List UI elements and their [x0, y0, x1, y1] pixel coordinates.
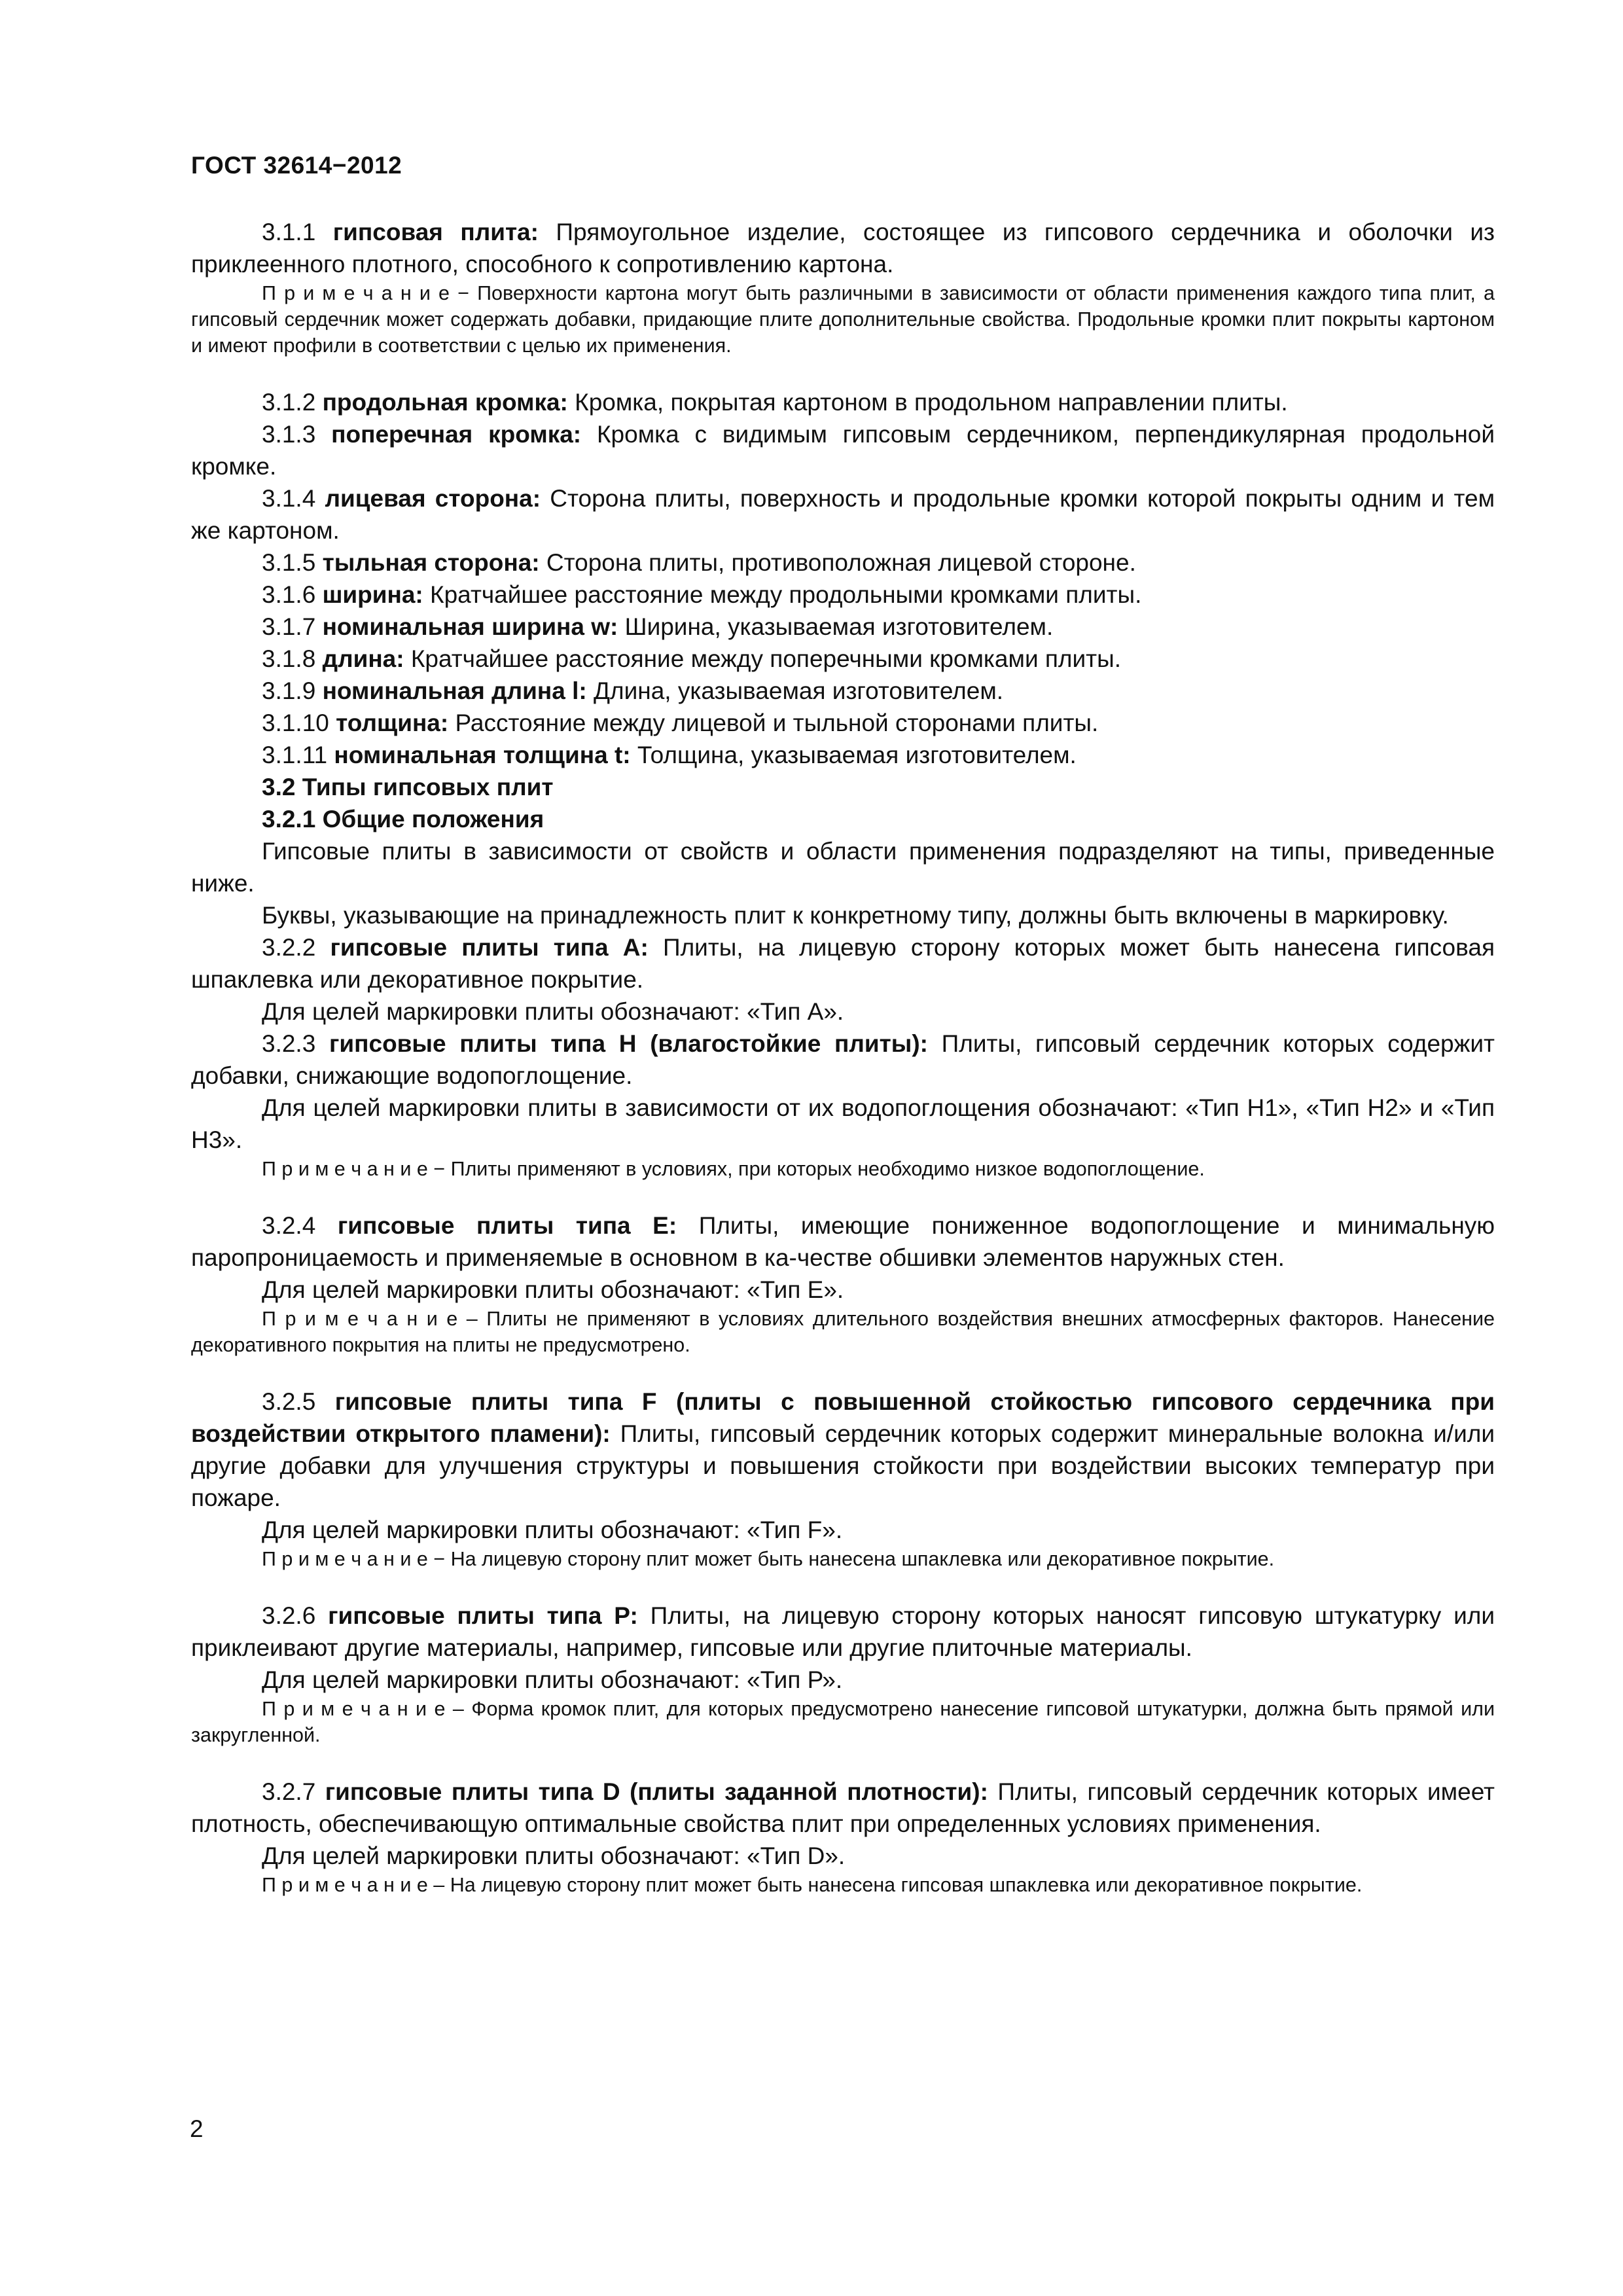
term-name: гипсовые плиты типа Н (влагостойкие плиты): — [329, 1030, 928, 1057]
paragraph-text: Для целей маркировки плиты обозначают: «Тип Е». — [262, 1276, 844, 1303]
body-paragraph — [191, 707, 1495, 739]
term-name: номинальная ширина w: — [322, 613, 618, 640]
body-paragraph — [191, 1664, 1495, 1696]
note-paragraph — [191, 1872, 1495, 1898]
clause-number: 3.1.11 — [262, 742, 328, 768]
term-name: ширина: — [322, 581, 423, 608]
document-body — [191, 216, 1495, 1926]
clause-number: 3.1.7 — [262, 613, 316, 640]
body-paragraph — [191, 1514, 1495, 1546]
body-paragraph — [191, 739, 1495, 771]
section-heading — [191, 771, 1495, 803]
paragraph-text: Плиты, на лицевую сторону которых может быть нанесена гипсовая шпаклевка или декоративное покрытие. — [191, 934, 1495, 993]
clause-number: 3.1.9 — [262, 677, 316, 704]
paragraph-text: Кромка с видимым гипсовым сердечником, перпендикулярная продольной кромке. — [191, 421, 1495, 480]
note-label: П р и м е ч а н и е — [262, 1874, 428, 1896]
paragraph-text: Сторона плиты, противоположная лицевой стороне. — [539, 549, 1136, 576]
paragraph-text: Плиты, гипсовый сердечник которых содержит минеральные волокна и/или другие добавки для улучшения структуры и повышения стойкости при воздействии высоких температур при пожаре. — [191, 1420, 1495, 1511]
note-paragraph — [191, 1696, 1495, 1748]
body-paragraph — [191, 996, 1495, 1028]
paragraph-text: Кратчайшее расстояние между поперечными кромками плиты. — [404, 645, 1122, 672]
note-label: П р и м е ч а н и е — [262, 1548, 428, 1570]
term-name: гипсовая плита: — [332, 219, 539, 245]
clause-number: 3.1.8 — [262, 645, 316, 672]
body-paragraph — [191, 418, 1495, 482]
paragraph-text: Плиты, имеющие пониженное водопоглощение и минимальную паропроницаемость и применяемые в основном в ка-честве обшивки элементов наружных стен. — [191, 1212, 1495, 1271]
paragraph-text: Для целей маркировки плиты обозначают: «Тип Р». — [262, 1666, 843, 1693]
paragraph-text: Плиты, на лицевую сторону которых наносят гипсовую штукатурку или приклеивают другие материалы, например, гипсовые или другие плиточные материалы. — [191, 1602, 1495, 1661]
term-name: гипсовые плиты типа Е: — [337, 1212, 677, 1239]
clause-number: 3.2.5 — [262, 1388, 316, 1415]
paragraph-text: Плиты, гипсовый сердечник которых содержит добавки, снижающие водопоглощение. — [191, 1030, 1495, 1089]
body-paragraph — [191, 1092, 1495, 1156]
paragraph-text: Для целей маркировки плиты обозначают: «Тип А». — [262, 998, 844, 1025]
paragraph-text: Гипсовые плиты в зависимости от свойств и области применения подразделяют на типы, приведенные ниже. — [191, 838, 1495, 897]
clause-number: 3.1.3 — [262, 421, 316, 448]
body-paragraph — [191, 643, 1495, 675]
paragraph-text: Длина, указываемая изготовителем. — [586, 677, 1004, 704]
body-paragraph — [191, 1274, 1495, 1306]
paragraph-text: Для целей маркировки плиты в зависимости от их водопоглощения обозначают: «Тип Н1», «Тип Н2» и «Тип Н3». — [191, 1094, 1495, 1153]
paragraph-text: Плиты, гипсовый сердечник которых имеет плотность, обеспечивающую оптимальные свойства плит при определенных условиях применения. — [191, 1778, 1495, 1837]
term-name: гипсовые плиты типа Р: — [328, 1602, 638, 1629]
body-paragraph — [191, 547, 1495, 579]
term-name: продольная кромка: — [322, 389, 568, 416]
note-text: − Поверхности картона могут быть различными в зависимости от области применения каждого типа плит, а гипсовый сердечник может содержать добавки, придающие плите дополнительные свойства. Продольные кромки плит покрыты картоном и имеют профили в соответствии с целью их применения. — [191, 282, 1495, 357]
note-label: П р и м е ч а н и е — [262, 282, 450, 304]
section-heading — [191, 803, 1495, 835]
clause-number: 3.1.6 — [262, 581, 316, 608]
body-paragraph — [191, 1210, 1495, 1274]
heading-text: 3.2 Типы гипсовых плит — [262, 774, 554, 800]
clause-number: 3.2.2 — [262, 934, 316, 961]
paragraph-text: Для целей маркировки плиты обозначают: «Тип F». — [262, 1516, 843, 1543]
body-paragraph — [191, 931, 1495, 996]
clause-number: 3.2.3 — [262, 1030, 316, 1057]
paragraph-text: Сторона плиты, поверхность и продольные кромки которой покрыты одним и тем же картоном. — [191, 485, 1495, 544]
term-name: длина: — [322, 645, 404, 672]
term-name: гипсовые плиты типа А: — [330, 934, 649, 961]
clause-number: 3.2.6 — [262, 1602, 316, 1629]
term-name: гипсовые плиты типа D (плиты заданной плотности): — [325, 1778, 988, 1805]
clause-number: 3.2.4 — [262, 1212, 316, 1239]
clause-number: 3.1.5 — [262, 549, 316, 576]
body-paragraph — [191, 1600, 1495, 1664]
clause-number: 3.1.4 — [262, 485, 316, 512]
body-paragraph — [191, 386, 1495, 418]
note-label: П р и м е ч а н и е — [262, 1698, 446, 1720]
paragraph-text: Для целей маркировки плиты обозначают: «Тип D». — [262, 1842, 846, 1869]
body-paragraph — [191, 216, 1495, 280]
term-name: тыльная сторона: — [322, 549, 540, 576]
term-name: толщина: — [336, 709, 449, 736]
term-name: номинальная толщина t: — [334, 742, 631, 768]
paragraph-text: Кратчайшее расстояние между продольными кромками плиты. — [423, 581, 1142, 608]
body-paragraph — [191, 482, 1495, 547]
term-name: лицевая сторона: — [325, 485, 541, 512]
term-name: гипсовые плиты типа F (плиты с повышенной стойкостью гипсового сердечника при воздействии открытого пламени): — [191, 1388, 1495, 1447]
note-text: − Плиты применяют в условиях, при которых необходимо низкое водопоглощение. — [427, 1158, 1205, 1180]
body-paragraph — [191, 611, 1495, 643]
note-paragraph — [191, 1306, 1495, 1358]
note-label: П р и м е ч а н и е — [262, 1158, 428, 1180]
document-header: ГОСТ 32614−2012 — [191, 152, 402, 179]
page-number: 2 — [190, 2115, 204, 2142]
body-paragraph — [191, 835, 1495, 899]
body-paragraph — [191, 675, 1495, 707]
body-paragraph — [191, 1840, 1495, 1872]
term-name: номинальная длина l: — [322, 677, 587, 704]
paragraph-text: Буквы, указывающие на принадлежность плит к конкретному типу, должны быть включены в маркировку. — [262, 902, 1449, 929]
paragraph-text: Кромка, покрытая картоном в продольном направлении плиты. — [567, 389, 1288, 416]
note-paragraph — [191, 1156, 1495, 1182]
clause-number: 3.1.10 — [262, 709, 329, 736]
term-name: поперечная кромка: — [331, 421, 582, 448]
body-paragraph — [191, 1776, 1495, 1840]
clause-number: 3.2.7 — [262, 1778, 316, 1805]
note-text: – Форма кромок плит, для которых предусмотрено нанесение гипсовой штукатурки, должна быть прямой или закругленной. — [191, 1698, 1495, 1746]
note-paragraph — [191, 280, 1495, 359]
body-paragraph — [191, 1028, 1495, 1092]
note-text: − На лицевую сторону плит может быть нанесена шпаклевка или декоративное покрытие. — [427, 1548, 1275, 1570]
note-text: – Плиты не применяют в условиях длительного воздействия внешних атмосферных факторов. Нанесение декоративного покрытия на плиты не предусмотрено. — [191, 1308, 1495, 1356]
clause-number: 3.1.2 — [262, 389, 316, 416]
body-paragraph — [191, 899, 1495, 931]
note-label: П р и м е ч а н и е — [262, 1308, 458, 1330]
body-paragraph — [191, 1386, 1495, 1514]
heading-text: 3.2.1 Общие положения — [262, 806, 544, 833]
paragraph-text: Толщина, указываемая изготовителем. — [630, 742, 1077, 768]
note-text: – На лицевую сторону плит может быть нанесена гипсовая шпаклевка или декоративное покрытие. — [427, 1874, 1363, 1896]
paragraph-text: Ширина, указываемая изготовителем. — [618, 613, 1054, 640]
paragraph-text: Прямоугольное изделие, состоящее из гипсового сердечника и оболочки из приклеенного плотного, способного к сопротивлению картона. — [191, 219, 1495, 278]
note-paragraph — [191, 1546, 1495, 1572]
paragraph-text: Расстояние между лицевой и тыльной сторонами плиты. — [448, 709, 1099, 736]
clause-number: 3.1.1 — [262, 219, 316, 245]
body-paragraph — [191, 579, 1495, 611]
